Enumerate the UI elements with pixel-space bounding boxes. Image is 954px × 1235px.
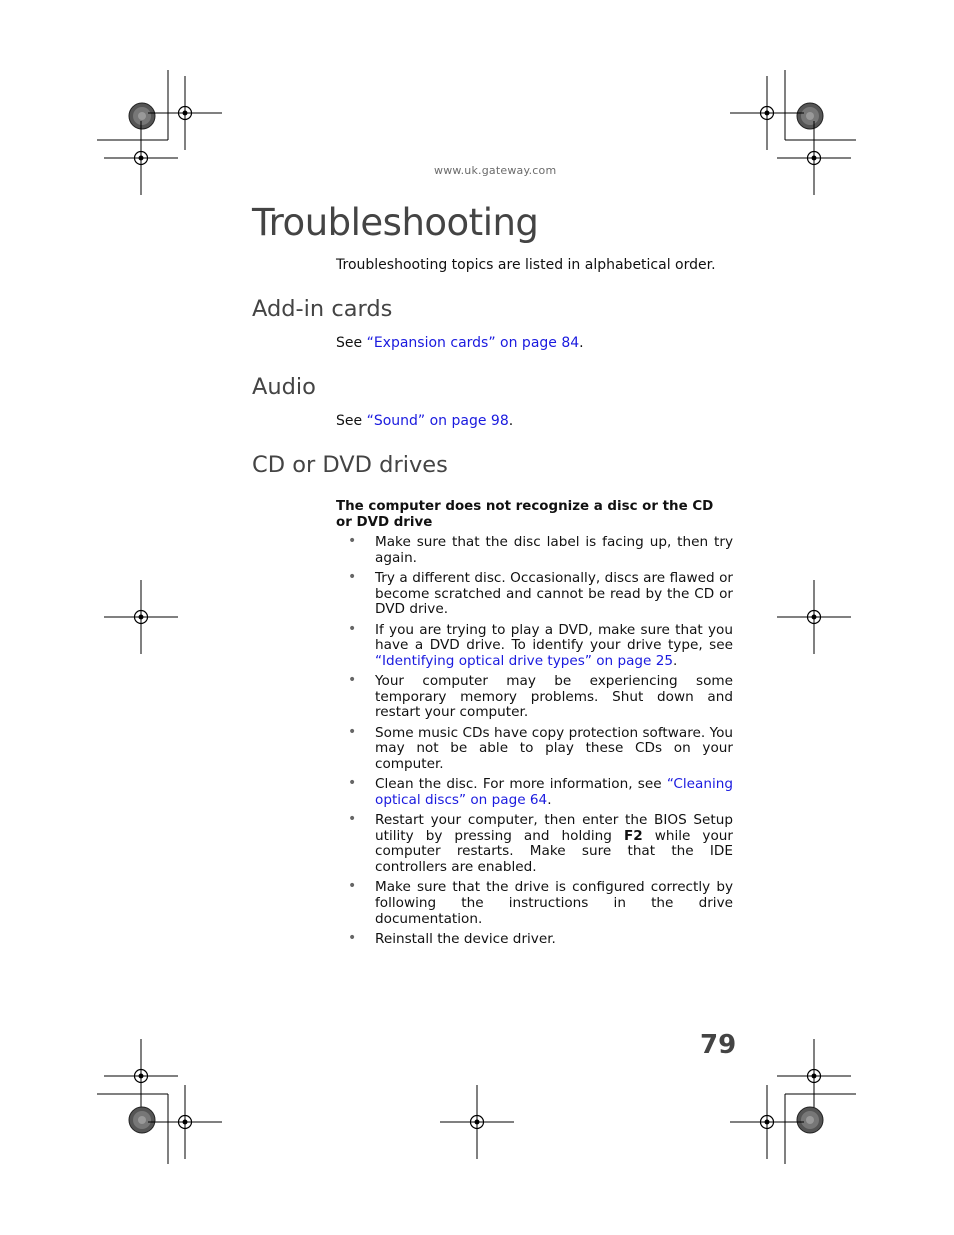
heading-add-in-cards: Add-in cards xyxy=(252,296,393,322)
registration-crosshair-icon xyxy=(777,580,851,654)
link-cleaning-optical-discs[interactable]: “Cleaning optical discs” on page 64 xyxy=(375,776,733,808)
list-item: • If you are trying to play a DVD, make sure that you have a DVD drive. To identify your drive type, see “Identifying optical drive types” on page 25. xyxy=(348,620,733,669)
registration-wheel-icon xyxy=(797,1107,823,1133)
bullet-icon: • xyxy=(348,620,357,637)
intro-text: Troubleshooting topics are listed in alphabetical order. xyxy=(336,257,716,273)
registration-crosshair-icon xyxy=(440,1085,514,1159)
registration-crosshair-icon xyxy=(777,121,851,195)
list-item: • Clean the disc. For more information, see “Cleaning optical discs” on page 64. xyxy=(348,775,733,808)
registration-crosshair-icon xyxy=(730,1085,804,1159)
list-item: • Reinstall the device driver. xyxy=(348,930,556,948)
subheading-disc-not-recognized: The computer does not recognize a disc or the CD or DVD drive xyxy=(336,499,714,530)
registration-wheel-icon xyxy=(129,103,155,129)
bullet-icon: • xyxy=(348,878,357,895)
website-url: www.uk.gateway.com xyxy=(434,164,557,177)
list-item: • Restart your computer, then enter the BIOS Setup utility by pressing and holding F2 while your computer restarts. Make sure that the IDE controllers are enabled. xyxy=(348,811,733,876)
page-title: Troubleshooting xyxy=(252,201,539,244)
heading-audio: Audio xyxy=(252,374,316,400)
registration-crosshair-icon xyxy=(777,1039,851,1113)
bullet-icon: • xyxy=(348,672,357,689)
list-item: • Make sure that the drive is configured correctly by following the instructions in the drive documentation. xyxy=(348,878,733,927)
bullet-icon: • xyxy=(348,568,357,585)
list-item: • Try a different disc. Occasionally, discs are flawed or become scratched and cannot be read by the CD or DVD drive. xyxy=(348,568,733,618)
registration-crosshair-icon xyxy=(104,121,178,195)
link-sound[interactable]: “Sound” on page 98 xyxy=(366,413,509,429)
registration-crosshair-icon xyxy=(148,76,222,150)
bullet-icon: • xyxy=(348,723,357,740)
heading-cd-dvd-drives: CD or DVD drives xyxy=(252,452,448,478)
list-item: • Make sure that the disc label is facing up, then try again. xyxy=(348,533,733,566)
registration-crosshair-icon xyxy=(148,1085,222,1159)
registration-crosshair-icon xyxy=(730,76,804,150)
key-f2: F2 xyxy=(623,827,643,844)
bullet-icon: • xyxy=(348,930,357,947)
link-expansion-cards[interactable]: “Expansion cards” on page 84 xyxy=(366,335,580,351)
list-item: • Your computer may be experiencing some temporary memory problems. Shut down and restart your computer. xyxy=(348,672,733,721)
bullet-icon: • xyxy=(348,533,357,549)
link-identifying-optical-drive-types[interactable]: “Identifying optical drive types” on page 25 xyxy=(375,652,674,669)
troubleshooting-steps-list xyxy=(348,535,733,952)
list-item: • Some music CDs have copy protection software. You may not be able to play these CDs on your computer. xyxy=(348,723,733,772)
page-number: 79 xyxy=(700,1030,737,1060)
bullet-icon: • xyxy=(348,811,357,828)
audio-text: See “Sound” on page 98. xyxy=(336,413,514,429)
registration-wheel-icon xyxy=(129,1107,155,1133)
add-in-cards-text: See “Expansion cards” on page 84. xyxy=(336,335,584,351)
bullet-icon: • xyxy=(348,775,357,792)
registration-crosshair-icon xyxy=(104,1039,178,1113)
registration-wheel-icon xyxy=(797,103,823,129)
registration-crosshair-icon xyxy=(104,580,178,654)
